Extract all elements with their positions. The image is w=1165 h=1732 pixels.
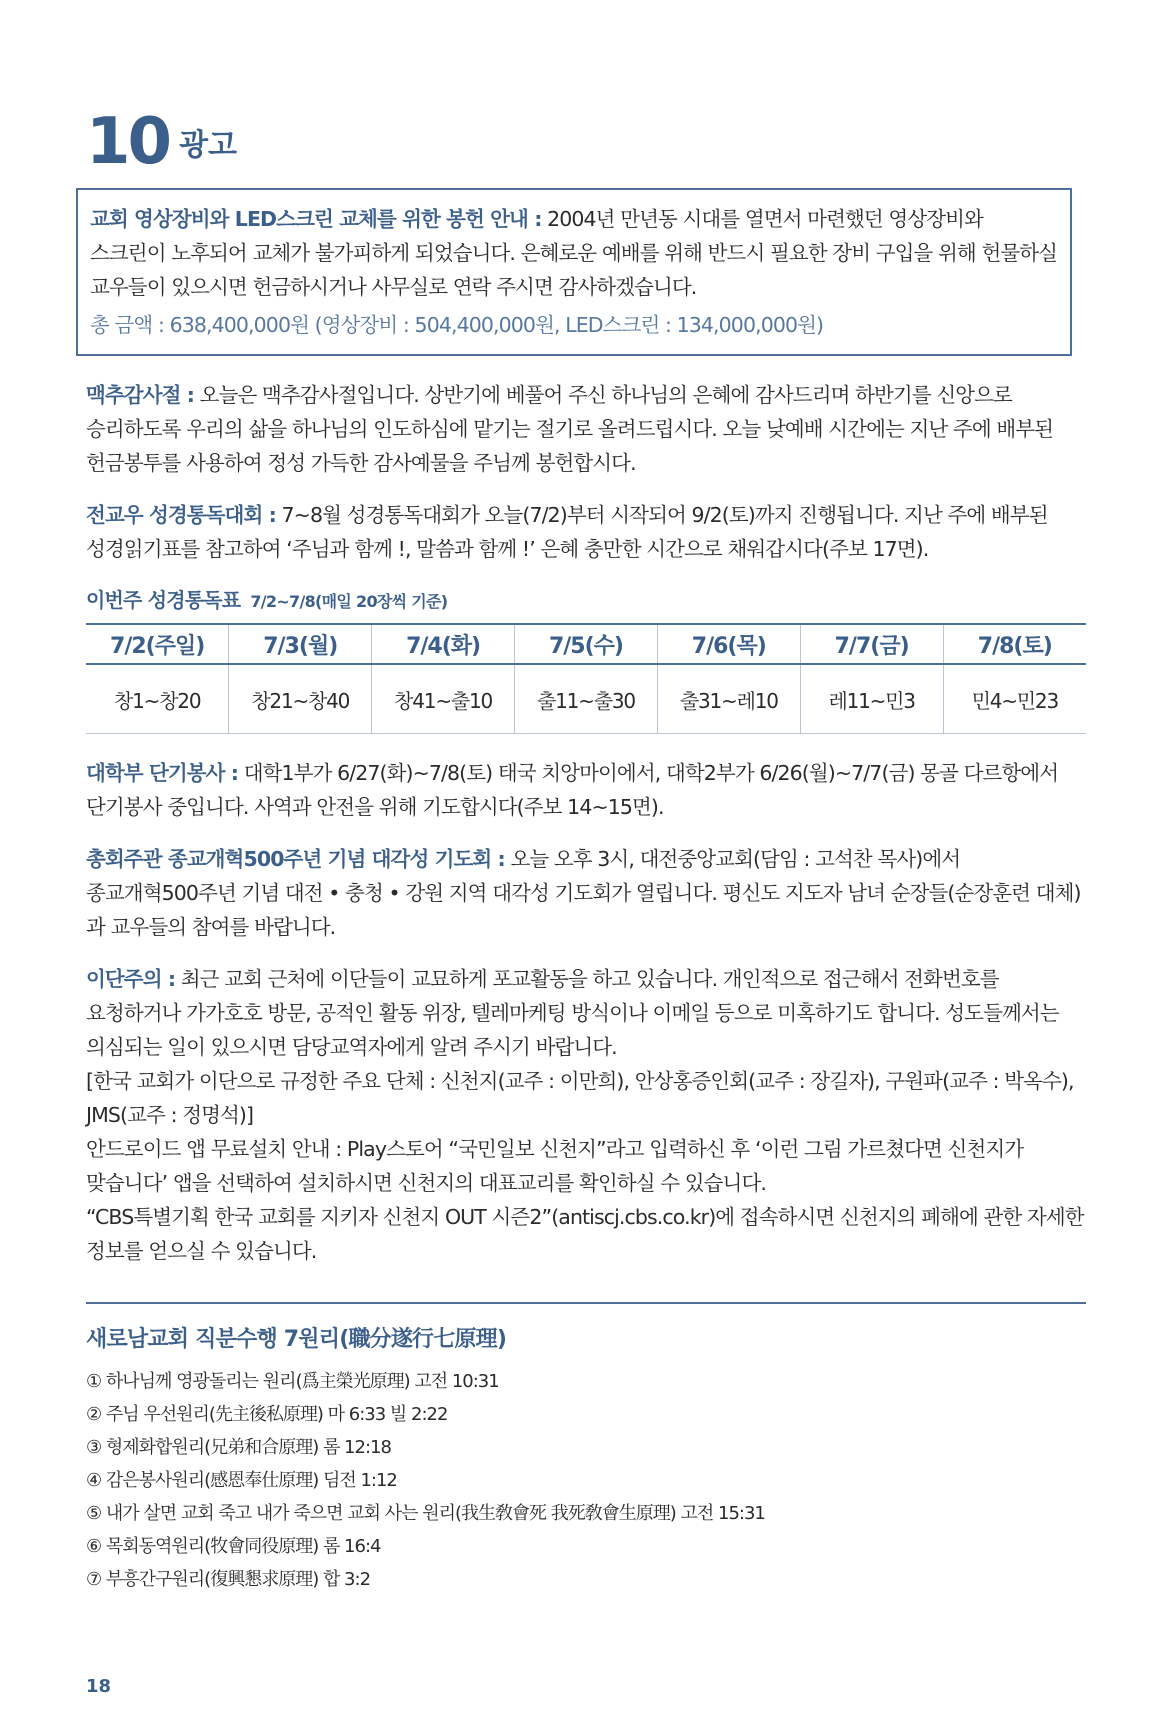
list-item: ⑦ 부흥간구원리(復興懇求原理) 합 3:2 (86, 1569, 371, 1590)
schedule-day: 7/2(주일) (86, 624, 229, 664)
bible-reading-body: 7~8월 성경통독대회가 오늘(7/2)부터 시작되어 9/2(토)까지 진행됩니다. 지난 주에 배부된 성경읽기표를 참고하여 ‘주님과 함께 !, 말씀과 함께 !’ 은혜 충만한 시간으로 채워갑시다(주보 17면). (86, 503, 1048, 561)
schedule-subtitle: 7/2~7/8(매일 20장씩 기준) (250, 592, 448, 611)
college-body: 대학1부가 6/27(화)~7/8(토) 태국 치앙마이에서, 대학2부가 6/26(월)~7/7(금) 몽골 다르항에서 단기봉사 중입니다. 사역과 안전을 위해 기도합시다(주보 14~15면). (86, 761, 1059, 819)
donation-total: 총 금액 : 638,400,000원 (영상장비 : 504,400,000원, LED스크린 : 134,000,000원) (90, 313, 824, 337)
section-divider (86, 1302, 1086, 1304)
section-number: 10 (86, 105, 170, 179)
reformation-label: 총회주관 종교개혁500주년 기념 대각성 기도회 : (86, 847, 505, 871)
schedule-reading: 출11~출30 (515, 664, 658, 734)
schedule-day: 7/4(화) (372, 624, 515, 664)
thanksgiving-label: 맥추감사절 : (86, 383, 195, 407)
reformation-body: 오늘 오후 3시, 대전중앙교회(담임 : 고석찬 목사)에서 종교개혁500주년 기념 대전 • 충청 • 강원 지역 대각성 기도회가 열립니다. 평신도 지도자 남녀 순장들(순장훈련 대체)과 교우들의 참여를 바랍니다. (86, 847, 1081, 939)
schedule-day: 7/8(토) (943, 624, 1086, 664)
schedule-day: 7/6(목) (657, 624, 800, 664)
donation-notice-body: 2004년 만년동 시대를 열면서 마련했던 영상장비와 스크린이 노후되어 교체가 불가피하게 되었습니다. 은혜로운 예배를 위해 반드시 필요한 장비 구입을 위해 헌물하실 교우들이 있으시면 헌금하시거나 사무실로 연락 주시면 감사하겠습니다. (90, 207, 1058, 299)
schedule-reading: 창1~창20 (86, 664, 229, 734)
list-item: ③ 형제화합원리(兄弟和合原理) 롬 12:18 (86, 1437, 391, 1458)
list-item: ④ 감은봉사원리(感恩奉仕原理) 딤전 1:12 (86, 1470, 397, 1491)
schedule-reading: 민4~민23 (943, 664, 1086, 734)
principles-list (86, 1365, 1086, 1596)
heresy-cbs-info: “CBS특별기획 한국 교회를 지키자 신천지 OUT 시즌2”(antiscj.cbs.co.kr)에 접속하시면 신천지의 폐해에 관한 자세한 정보를 얻으실 수 있습니다. (86, 1205, 1084, 1263)
donation-notice-box (76, 188, 1072, 356)
reading-schedule-table (86, 623, 1086, 734)
donation-notice-label: 교회 영상장비와 LED스크린 교체를 위한 봉헌 안내 : (90, 207, 542, 231)
schedule-reading: 창21~창40 (229, 664, 372, 734)
schedule-title: 이번주 성경통독표 (86, 588, 241, 612)
principles-title: 새로남교회 직분수행 7원리(職分遂行七原理) (86, 1327, 507, 1352)
schedule-reading: 출31~레10 (657, 664, 800, 734)
heresy-groups: [한국 교회가 이단으로 규정한 주요 단체 : 신천지(교주 : 이만희), 안상홍증인회(교주 : 장길자), 구원파(교주 : 박옥수), JMS(교주 : 정명석)] (86, 1069, 1074, 1127)
heresy-body: 최근 교회 근처에 이단들이 교묘하게 포교활동을 하고 있습니다. 개인적으로 접근해서 전화번호를 요청하거나 가가호호 방문, 공적인 활동 위장, 텔레마케팅 방식이나 이메일 등으로 미혹하기도 합니다. 성도들께서는 의심되는 일이 있으시면 담당교역자에게 알려 주시기 바랍니다. (86, 967, 1059, 1059)
college-label: 대학부 단기봉사 : (86, 761, 239, 785)
schedule-reading-row (86, 664, 1086, 734)
heresy-announcement (86, 962, 1086, 1268)
schedule-day: 7/7(금) (800, 624, 943, 664)
list-item: ② 주님 우선원리(先主後私原理) 마 6:33 빌 2:22 (86, 1404, 448, 1425)
schedule-header-row (86, 624, 1086, 664)
donation-notice-text (90, 202, 1058, 304)
reformation-announcement (86, 842, 1086, 944)
heresy-label: 이단주의 : (86, 967, 176, 991)
heresy-app-info: 안드로이드 앱 무료설치 안내 : Play스토어 “국민일보 신천지”라고 입력하신 후 ‘이런 그림 가르쳤다면 신천지가 맞습니다’ 앱을 선택하여 설치하시면 신천지의 대표교리를 확인하실 수 있습니다. (86, 1137, 1024, 1195)
schedule-reading: 레11~민3 (800, 664, 943, 734)
schedule-reading: 창41~출10 (372, 664, 515, 734)
bulletin-page (86, 96, 1086, 1596)
section-title: 광고 (179, 128, 238, 163)
thanksgiving-announcement (86, 378, 1086, 480)
thanksgiving-body: 오늘은 맥추감사절입니다. 상반기에 베풀어 주신 하나님의 은혜에 감사드리며 하반기를 신앙으로 승리하도록 우리의 삶을 하나님의 인도하심에 맡기는 절기로 올려드립시다. 오늘 낮예배 시간에는 지난 주에 배부된 헌금봉투를 사용하여 정성 가득한 감사예물을 주님께 봉헌합시다. (86, 383, 1054, 475)
schedule-day: 7/5(수) (515, 624, 658, 664)
page-number: 18 (86, 1676, 112, 1697)
list-item: ⑤ 내가 살면 교회 죽고 내가 죽으면 교회 사는 원리(我生敎會死 我死敎會生原理) 고전 15:31 (86, 1503, 765, 1524)
bible-reading-label: 전교우 성경통독대회 : (86, 503, 276, 527)
list-item: ① 하나님께 영광돌리는 원리(爲主榮光原理) 고전 10:31 (86, 1371, 499, 1392)
college-announcement (86, 756, 1086, 824)
schedule-heading (86, 584, 1086, 613)
list-item: ⑥ 목회동역원리(牧會同役原理) 롬 16:4 (86, 1536, 381, 1557)
schedule-day: 7/3(월) (229, 624, 372, 664)
section-header (86, 96, 1086, 179)
bible-reading-announcement (86, 498, 1086, 566)
